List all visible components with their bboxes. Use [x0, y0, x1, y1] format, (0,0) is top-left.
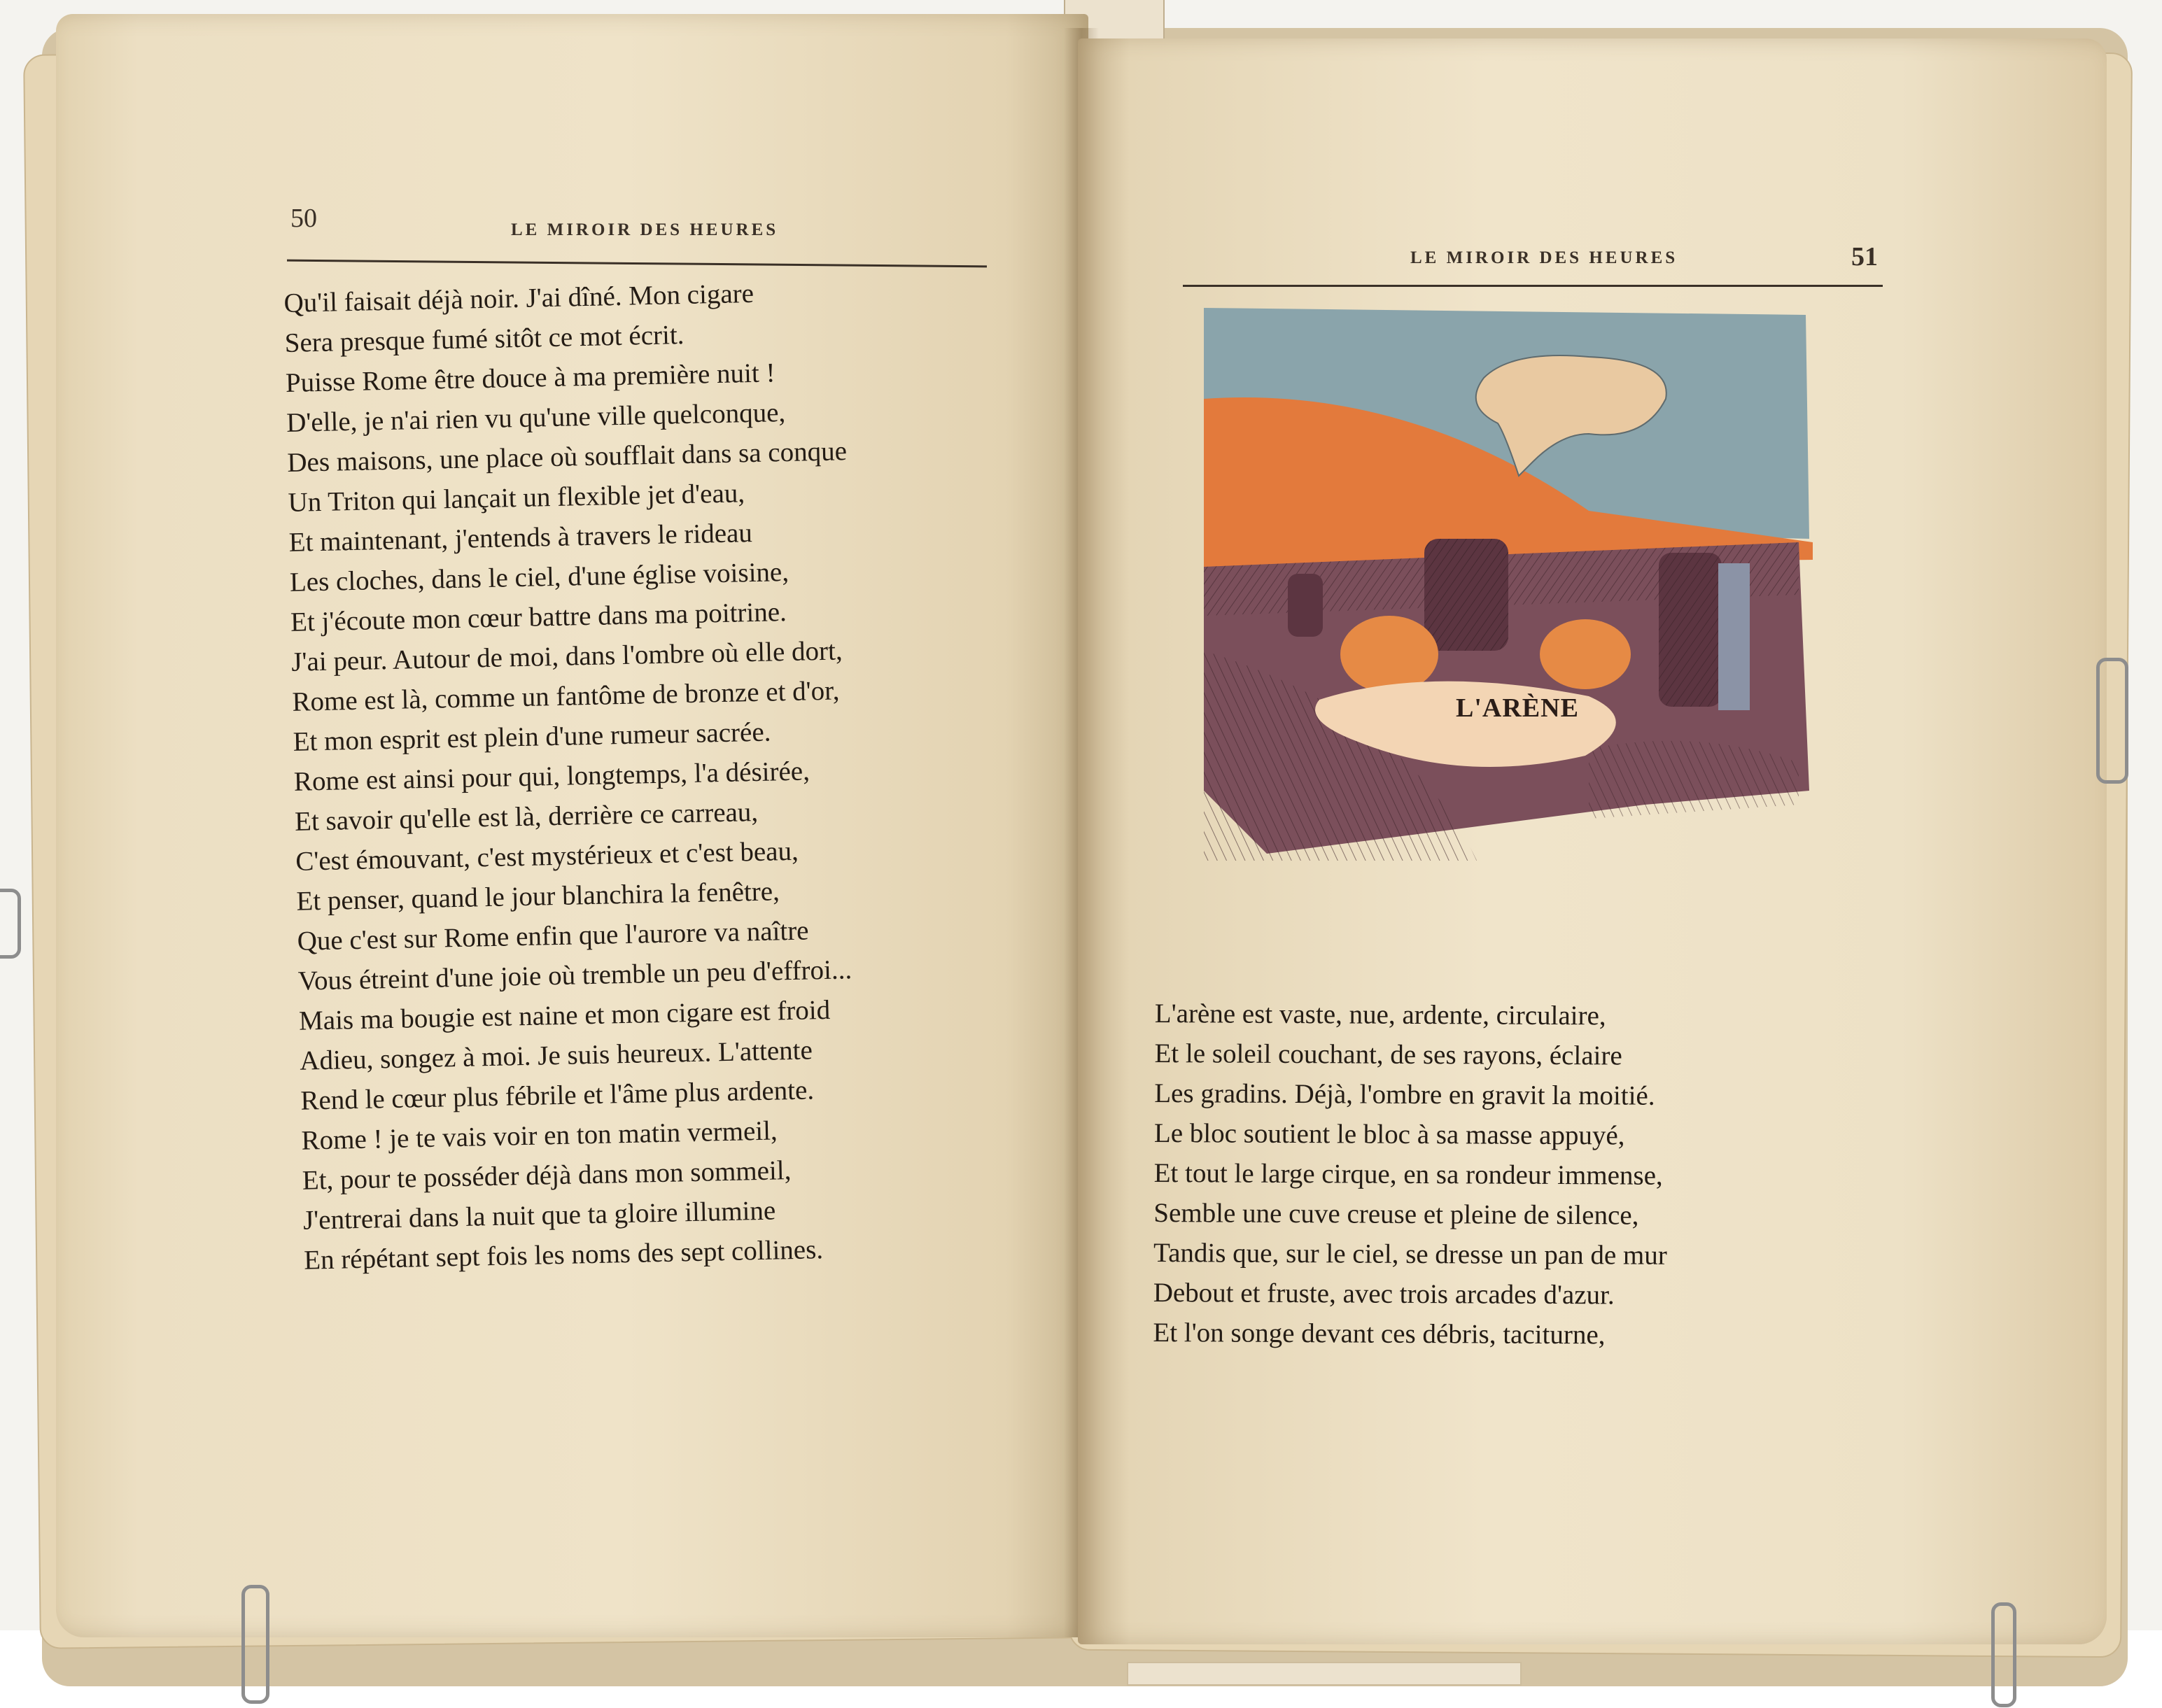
verse-line: J'ai peur. Autour de moi, dans l'ombre où elle dort,: [290, 635, 843, 677]
verse-line: Rome est ainsi pour qui, longtemps, l'a désirée,: [293, 756, 810, 797]
verse-line: Et savoir qu'elle est là, derrière ce carreau,: [294, 796, 759, 837]
verse-line: Qu'il faisait déjà noir. J'ai dîné. Mon cigare: [283, 278, 754, 318]
verse-line: Les cloches, dans le ciel, d'une église voisine,: [289, 556, 789, 598]
verse-line: Rome est là, comme un fantôme de bronze et d'or,: [292, 675, 840, 717]
left-page: [56, 14, 1088, 1637]
verse-line: Et le soleil couchant, de ses rayons, éclaire: [1154, 1038, 1622, 1071]
page-number-left: 50: [290, 204, 317, 233]
verse-line: L'arène est vaste, nue, ardente, circulaire,: [1154, 998, 1606, 1031]
verse-line: D'elle, je n'ai rien vu qu'une ville quelconque,: [286, 397, 786, 438]
verse-line: Les gradins. Déjà, l'ombre en gravit la moitié.: [1154, 1078, 1655, 1111]
running-head-left: LE MIROIR DES HEURES: [511, 220, 779, 239]
verse-line: Puisse Rome être douce à ma première nuit !: [285, 358, 775, 398]
bookmark-paper-bottom: [1127, 1662, 1522, 1686]
verse-line: Mais ma bougie est naine et mon cigare est froid: [298, 994, 831, 1036]
verse-line: Un Triton qui lançait un flexible jet d'eau,: [288, 478, 745, 518]
verse-line: C'est émouvant, c'est mystérieux et c'est beau,: [295, 835, 799, 877]
illustration-caption: L'ARÈNE: [1456, 693, 1579, 723]
page-clip-icon: [1991, 1602, 2016, 1707]
header-rule-right: [1183, 285, 1883, 287]
verse-line: Debout et fruste, avec trois arcades d'azur.: [1153, 1277, 1615, 1311]
page-number-right: 51: [1851, 242, 1878, 271]
verse-line: Tandis que, sur le ciel, se dresse un pan de mur: [1153, 1237, 1667, 1271]
verse-line: Et tout le large cirque, en sa rondeur immense,: [1153, 1157, 1663, 1191]
verse-line: Et penser, quand le jour blanchira la fenêtre,: [296, 876, 780, 917]
verse-line: Et, pour te posséder déjà dans mon sommeil,: [302, 1155, 792, 1196]
page-clip-icon: [2096, 658, 2128, 784]
verse-line: Sera presque fumé sitôt ce mot écrit.: [284, 320, 685, 358]
verse-line: Adieu, songez à moi. Je suis heureux. L'attente: [299, 1035, 813, 1076]
verse-line: Et l'on songe devant ces débris, taciturne,: [1153, 1317, 1606, 1350]
verse-line: Rend le cœur plus fébrile et l'âme plus ardente.: [300, 1075, 815, 1116]
running-head-right: LE MIROIR DES HEURES: [1410, 248, 1678, 267]
verse-line: Que c'est sur Rome enfin que l'aurore va naître: [297, 915, 809, 957]
verse-line: Semble une cuve creuse et pleine de silence,: [1153, 1197, 1639, 1231]
verse-line: Vous étreint d'une joie où tremble un peu d'effroi...: [297, 954, 852, 996]
verse-line: Et mon esprit est plein d'une rumeur sacrée.: [293, 717, 771, 757]
header-rule-left: [287, 260, 987, 268]
watercolor-illustration-arena: [1197, 301, 1820, 861]
verse-block-left: [283, 271, 864, 1280]
verse-line: Et maintenant, j'entends à travers le rideau: [288, 518, 753, 558]
verse-line: Le bloc soutient le bloc à sa masse appuyé,: [1153, 1117, 1625, 1151]
verse-line: J'entrerai dans la nuit que ta gloire illumine: [302, 1195, 776, 1236]
verse-line: Des maisons, une place où soufflait dans sa conque: [286, 436, 848, 478]
verse-block-right: [1153, 994, 1668, 1355]
verse-line: Et j'écoute mon cœur battre dans ma poitrine.: [290, 597, 787, 637]
verse-line: En répétant sept fois les noms des sept collines.: [303, 1234, 824, 1276]
page-clip-icon: [0, 889, 21, 959]
verse-line: Rome ! je te vais voir en ton matin vermeil,: [301, 1115, 778, 1156]
page-clip-icon: [241, 1585, 269, 1704]
